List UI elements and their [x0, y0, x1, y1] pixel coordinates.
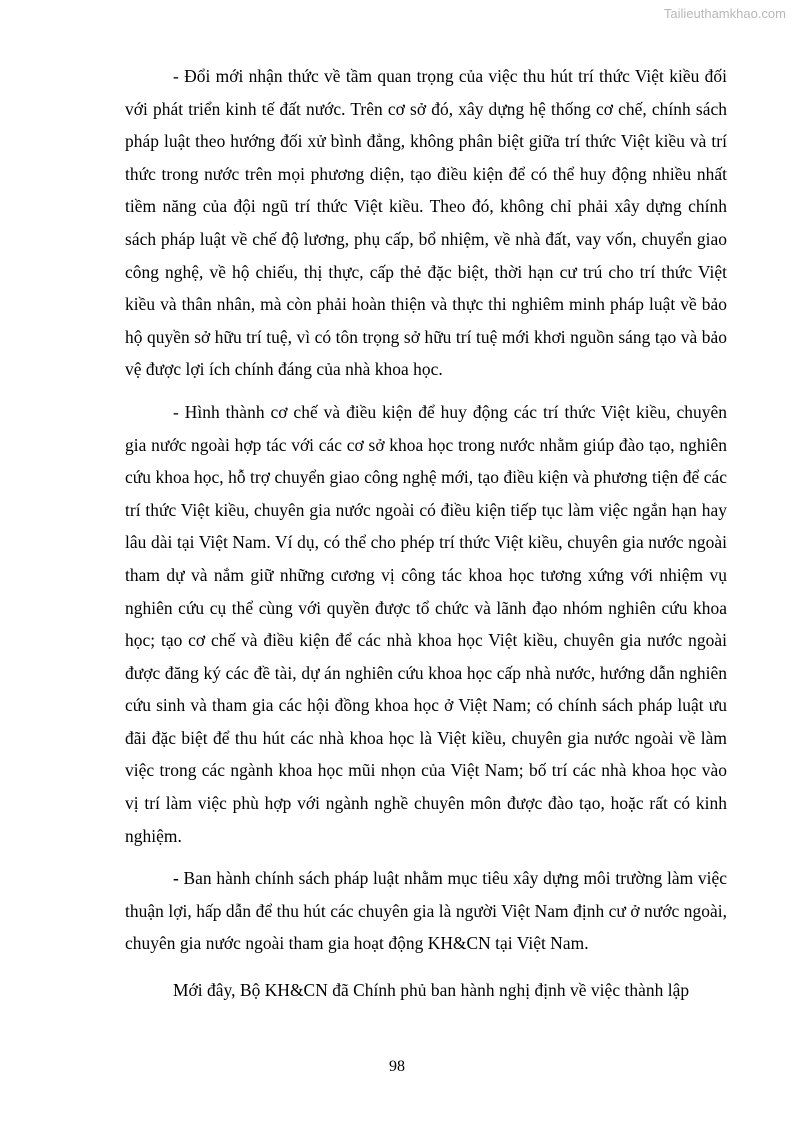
- paragraph-1-text: - Đổi mới nhận thức về tầm quan trọng của việc thu hút trí thức Việt kiều đối với phát triển kinh tế đất nước. Trên cơ sở đó, xây dựng hệ thống cơ chế, chính sách pháp luật theo hướng đối xử bình đẳng, không phân biệt giữa trí thức Việt kiều và trí thức trong nước trên mọi phương diện, tạo điều kiện để có thể huy động nhiều nhất tiềm năng của đội ngũ trí thức Việt kiều. Theo đó, không chỉ phải xây dựng chính sách pháp luật về chế độ lương, phụ cấp, bổ nhiệm, về nhà đất, vay vốn, chuyển giao công nghệ, về hộ chiếu, thị thực, cấp thẻ đặc biệt, thời hạn cư trú cho trí thức Việt kiều và thân nhân, mà còn phải hoàn thiện và thực thi nghiêm minh pháp luật về bảo hộ quyền sở hữu trí tuệ, vì có tôn trọng sở hữu trí tuệ mới khơi nguồn sáng tạo và bảo vệ được lợi ích chính đáng của nhà khoa học.: [125, 66, 727, 380]
- paragraph-2: [125, 396, 727, 852]
- paragraph-3-dash: -: [173, 868, 179, 889]
- page-number: 98: [389, 1058, 405, 1075]
- document-body: [125, 60, 727, 1017]
- paragraph-4-text: Mới đây, Bộ KH&CN đã Chính phủ ban hành nghị định về việc thành lập: [173, 980, 690, 1001]
- watermark: Tailieuthamkhao.com: [663, 6, 786, 21]
- paragraph-3: [125, 862, 727, 960]
- paragraph-2-text: - Hình thành cơ chế và điều kiện để huy động các trí thức Việt kiều, chuyên gia nước ngoài hợp tác với các cơ sở khoa học trong nước nhằm giúp đào tạo, nghiên cứu khoa học, hỗ trợ chuyển giao công nghệ mới, tạo điều kiện và phương tiện để các trí thức Việt kiều, chuyên gia nước ngoài có điều kiện tiếp tục làm việc ngắn hạn hay lâu dài tại Việt Nam. Ví dụ, có thể cho phép trí thức Việt kiều, chuyên gia nước ngoài tham dự và nắm giữ những cương vị công tác khoa học tương xứng với nhiệm vụ nghiên cứu cụ thể cùng với quyền được tổ chức và lãnh đạo nhóm nghiên cứu khoa học; tạo cơ chế và điều kiện để các nhà khoa học Việt kiều, chuyên gia nước ngoài được đăng ký các đề tài, dự án nghiên cứu khoa học cấp nhà nước, hướng dẫn nghiên cứu sinh và tham gia các hội đồng khoa học ở Việt Nam; có chính sách pháp luật ưu đãi đặc biệt để thu hút các nhà khoa học là Việt kiều, chuyên gia nước ngoài về làm việc trong các ngành khoa học mũi nhọn của Việt Nam; bố trí các nhà khoa học vào vị trí làm việc phù hợp với ngành nghề chuyên môn được đào tạo, hoặc rất có kinh nghiệm.: [125, 401, 727, 846]
- paragraph-4: [125, 974, 727, 1007]
- paragraph-3-text: Ban hành chính sách pháp luật nhằm mục tiêu xây dựng môi trường làm việc thuận lợi, hấp dẫn để thu hút các chuyên gia là người Việt Nam định cư ở nước ngoài, chuyên gia nước ngoài tham gia hoạt động KH&CN tại Việt Nam.: [125, 868, 727, 954]
- paragraph-1: [125, 60, 727, 386]
